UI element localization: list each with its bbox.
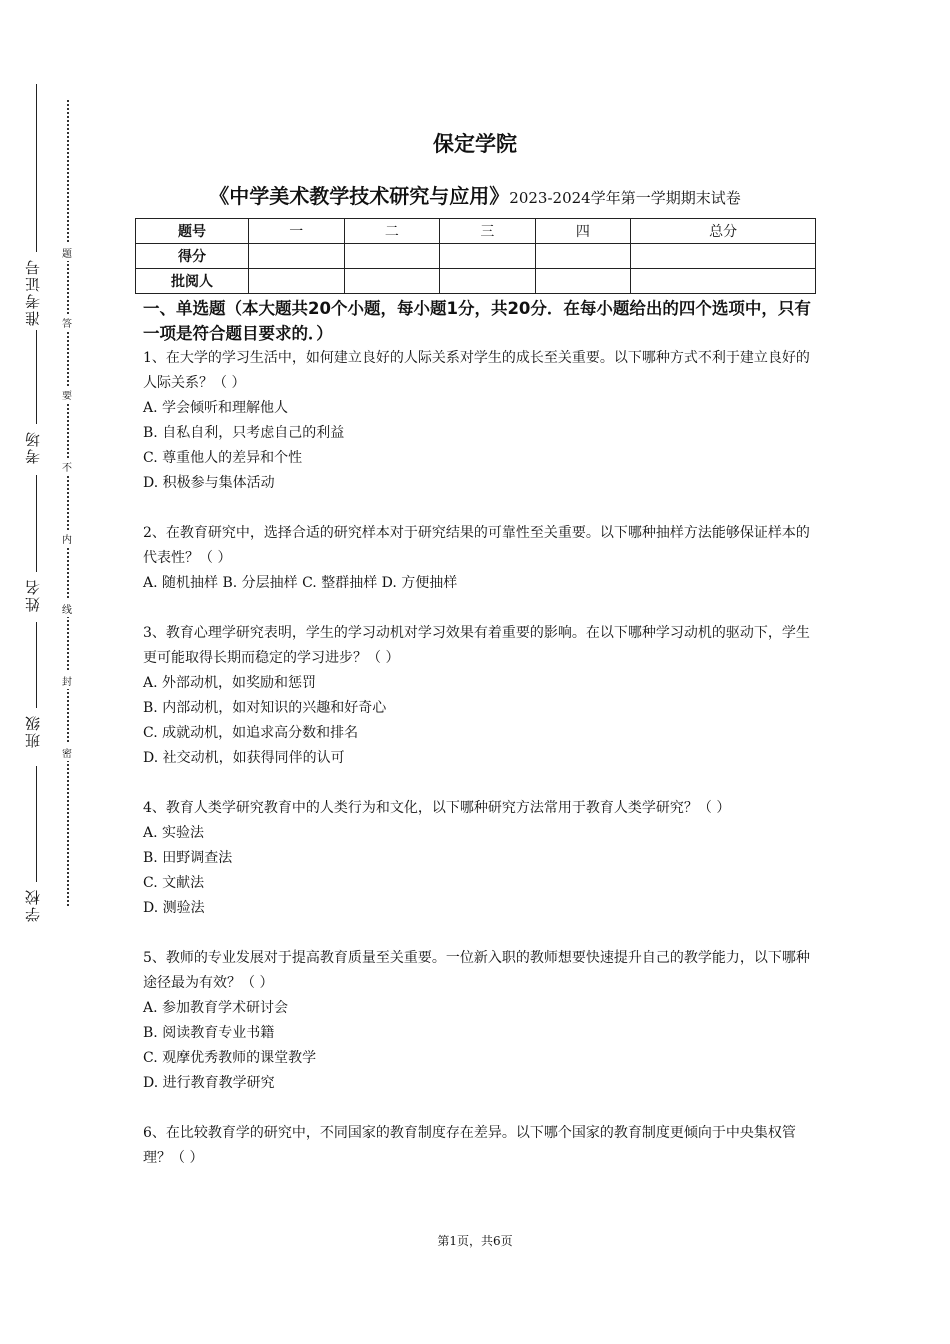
score-cell[interactable] [249,244,345,269]
option: D. 社交动机，如获得同伴的认可 [143,750,345,766]
course-name: 《中学美术教学技术研究与应用》 [209,184,510,208]
school-label: 学校 [24,888,42,922]
option: B. 阅读教育专业书籍 [143,1025,275,1041]
exam-term: 2023-2024学年第一学期期末试卷 [509,189,741,207]
grader-cell[interactable] [631,269,816,294]
grader-cell[interactable] [344,269,440,294]
page-number: 第1页，共6页 [437,1234,513,1248]
option: A. 外部动机，如奖励和惩罚 [143,675,317,691]
option: C. 尊重他人的差异和个性 [143,450,303,466]
header-cell: 二 [344,219,440,244]
school-line[interactable] [36,766,37,882]
question-stem: 5、教师的专业发展对于提高教育质量至关重要。一位新入职的教师想要快速提升自己的教学能力，以下哪种途径最为有效？（ ） [143,950,810,991]
section-title: 一、单选题（本大题共20个小题，每小题1分，共20分．在每小题给出的四个选项中，只有一项是符合题目要求的．） [143,299,811,343]
option: A. 学会倾听和理解他人 [143,400,289,416]
class-label: 班级 [24,714,42,748]
school-title: 保定学院 [433,132,517,156]
question [143,796,811,921]
score-cell[interactable] [535,244,631,269]
question-stem: 2、在教育研究中，选择合适的研究样本对于研究结果的可靠性至关重要。以下哪种抽样方法能够保证样本的代表性？（ ） [143,525,810,566]
option: D. 进行教育教学研究 [143,1075,275,1091]
option: A. 随机抽样 B. 分层抽样 C. 整群抽样 D. 方便抽样 [143,575,458,591]
grader-cell[interactable] [249,269,345,294]
seal-dotted-line [67,100,69,906]
header-cell: 题号 [136,219,249,244]
class-line[interactable] [36,622,37,708]
option: A. 参加教育学术研讨会 [143,1000,289,1016]
score-table-header-row [136,219,816,244]
option: B. 田野调查法 [143,850,233,866]
score-cell[interactable] [440,244,536,269]
option: D. 积极参与集体活动 [143,475,275,491]
question-stem: 1、在大学的学习生活中，如何建立良好的人际关系对学生的成长至关重要。以下哪种方式不利于建立良好的人际关系？（ ） [143,350,810,391]
option: B. 内部动机，如对知识的兴趣和好奇心 [143,700,387,716]
seal-char: 要 [60,386,74,403]
score-row-label: 得分 [136,244,249,269]
header-cell: 四 [535,219,631,244]
seal-char: 封 [60,672,74,689]
question-stem: 6、在比较教育学的研究中，不同国家的教育制度存在差异。以下哪个国家的教育制度更倾向于中央集权管理？（ ） [143,1125,796,1166]
score-cell[interactable] [344,244,440,269]
exam-title [0,180,950,209]
question-stem: 4、教育人类学研究教育中的人类行为和文化，以下哪种研究方法常用于教育人类学研究？（ ） [143,800,731,816]
option: D. 测验法 [143,900,205,916]
header-cell: 总分 [631,219,816,244]
admission-number-line[interactable] [36,84,37,252]
name-label: 姓名 [24,578,42,612]
seal-char: 答 [60,314,74,331]
option: B. 自私自利，只考虑自己的利益 [143,425,345,441]
question-list [143,346,811,1196]
grader-cell[interactable] [535,269,631,294]
seal-char: 密 [60,744,74,761]
exam-room-line[interactable] [36,330,37,424]
seal-char: 不 [60,458,74,475]
option: C. 成就动机，如追求高分数和排名 [143,725,359,741]
name-line[interactable] [36,475,37,572]
score-table [135,218,816,294]
admission-number-label: 准考证号 [24,258,42,326]
question [143,346,811,496]
exam-room-label: 考场 [24,430,42,464]
score-cell[interactable] [631,244,816,269]
score-row [136,244,816,269]
question-stem: 3、教育心理学研究表明，学生的学习动机对学习效果有着重要的影响。在以下哪种学习动机的驱动下，学生更可能取得长期而稳定的学习进步？（ ） [143,625,810,666]
header-cell: 三 [440,219,536,244]
seal-char: 内 [60,530,74,547]
header-cell: 一 [249,219,345,244]
option: C. 观摩优秀教师的课堂教学 [143,1050,317,1066]
seal-char: 线 [60,600,74,617]
grader-cell[interactable] [440,269,536,294]
seal-char: 题 [60,244,74,261]
question [143,946,811,1096]
option: C. 文献法 [143,875,205,891]
question [143,521,811,596]
option: A. 实验法 [143,825,205,841]
question [143,1121,811,1171]
grader-row [136,269,816,294]
question [143,621,811,771]
grader-row-label: 批阅人 [136,269,249,294]
